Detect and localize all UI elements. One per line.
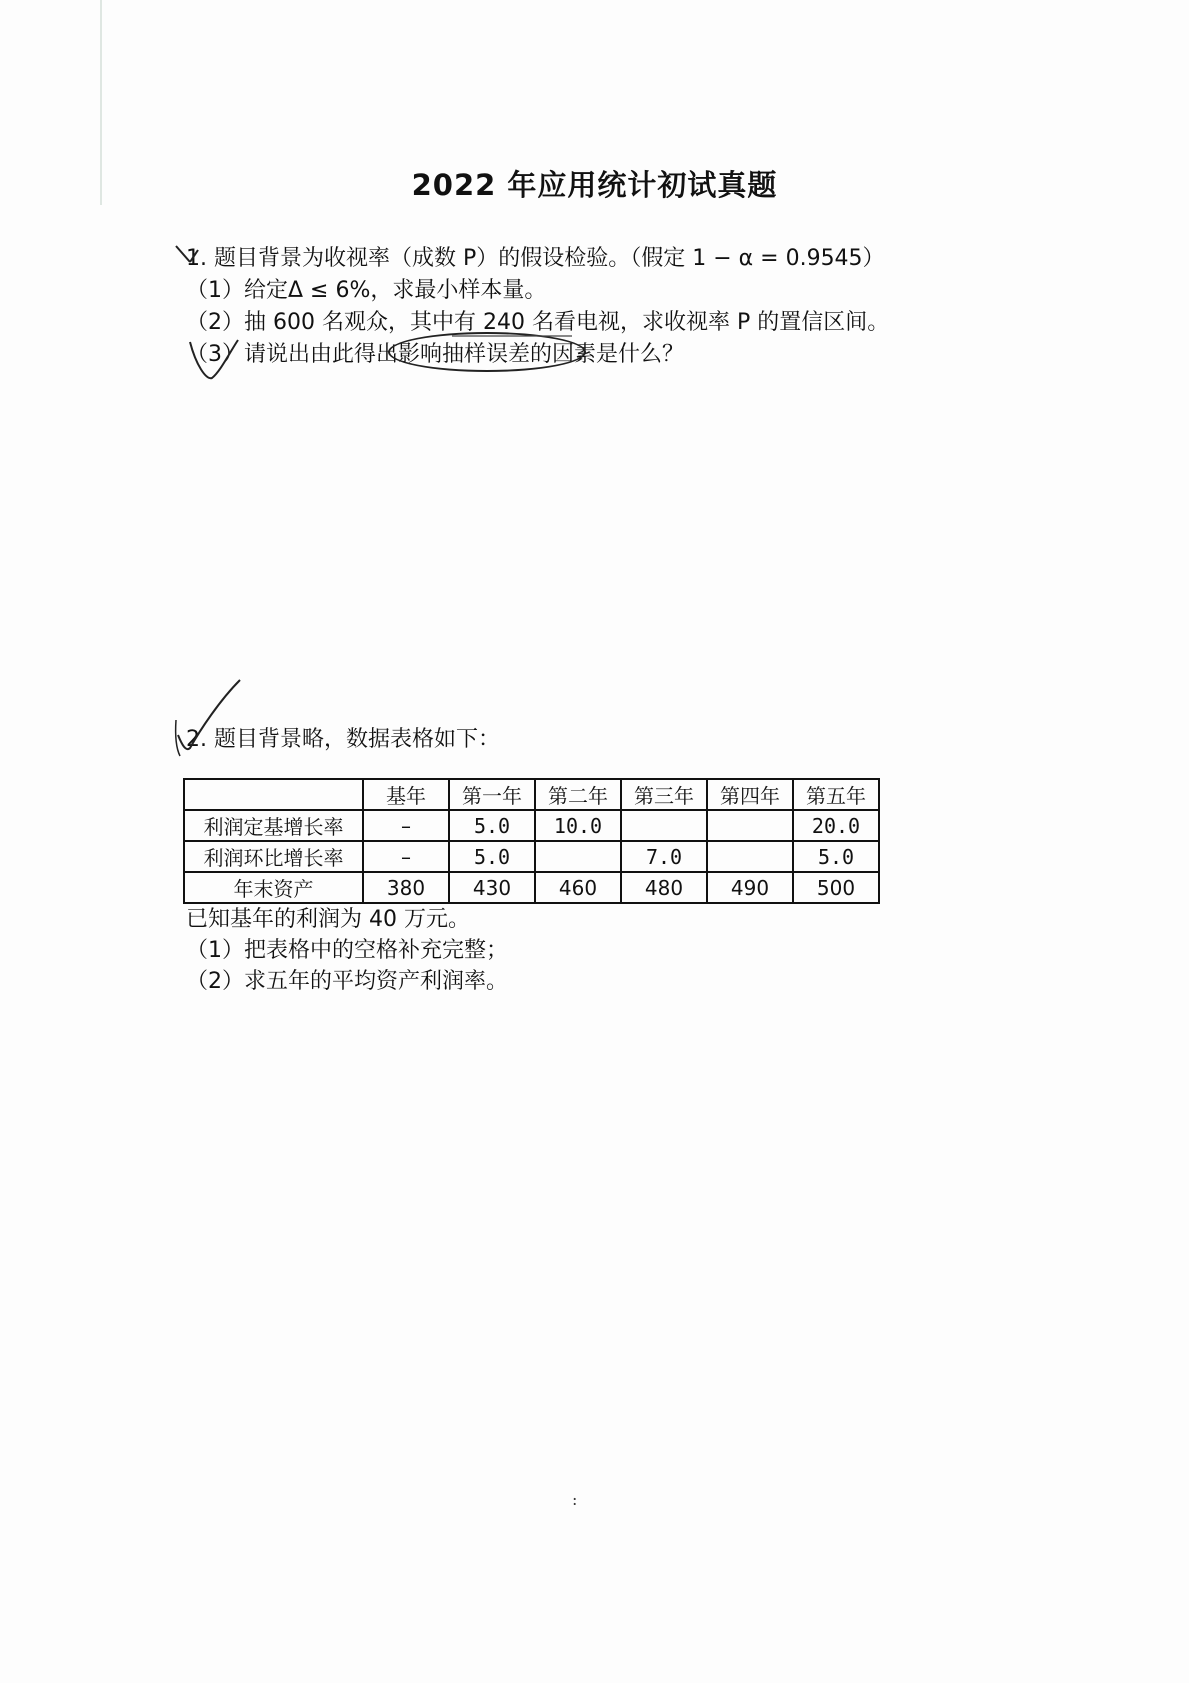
- q1-stem: 1. 题目背景为收视率（成数 P）的假设检验。（假定 1 − α = 0.9545）: [186, 246, 885, 271]
- table-cell: 10.0: [535, 810, 621, 841]
- table-cell: 380: [363, 872, 449, 903]
- q2-note: 已知基年的利润为 40 万元。: [186, 907, 470, 932]
- q2-part-2: （2）求五年的平均资产利润率。: [186, 969, 508, 994]
- table-cell: 500: [793, 872, 879, 903]
- table-row: [184, 810, 879, 841]
- table-cell: 480: [621, 872, 707, 903]
- table-row-label: 年末资产: [184, 872, 363, 903]
- table-cell: 490: [707, 872, 793, 903]
- table-header-cell: 基年: [363, 779, 449, 810]
- table-cell: –: [363, 841, 449, 872]
- table-row-label: 利润定基增长率: [184, 810, 363, 841]
- table-cell: 5.0: [449, 810, 535, 841]
- q1-part-2: （2）抽 600 名观众，其中有 240 名看电视，求收视率 P 的置信区间。: [186, 310, 890, 335]
- table-header-cell: 第五年: [793, 779, 879, 810]
- table-cell: 7.0: [621, 841, 707, 872]
- table-header-cell: 第三年: [621, 779, 707, 810]
- q2-margin-stroke: [176, 720, 180, 756]
- table-corner-cell: [184, 779, 363, 810]
- handwritten-circle: [388, 332, 586, 372]
- q1-part-1: （1）给定Δ ≤ 6%，求最小样本量。: [186, 278, 547, 303]
- q2-stem: 2. 题目背景略，数据表格如下：: [186, 727, 500, 752]
- table-row: [184, 872, 879, 903]
- q1-part-3: （3）请说出由此得出影响抽样误差的因素是什么？: [186, 342, 684, 367]
- table-cell: 430: [449, 872, 535, 903]
- table-cell: [707, 841, 793, 872]
- q2-part-1: （1）把表格中的空格补充完整；: [186, 938, 508, 963]
- table-cell: 5.0: [793, 841, 879, 872]
- table-header-cell: 第四年: [707, 779, 793, 810]
- table-cell: 20.0: [793, 810, 879, 841]
- table-header-row: [184, 779, 879, 810]
- table-row: [184, 841, 879, 872]
- table-cell: –: [363, 810, 449, 841]
- table-cell: [621, 810, 707, 841]
- table-cell: [535, 841, 621, 872]
- page-mark: :: [572, 1490, 578, 1509]
- data-table: [183, 778, 880, 904]
- table-header-cell: 第二年: [535, 779, 621, 810]
- table-header-cell: 第一年: [449, 779, 535, 810]
- page-title: 2022 年应用统计初试真题: [411, 168, 778, 202]
- table-cell: 460: [535, 872, 621, 903]
- table-row-label: 利润环比增长率: [184, 841, 363, 872]
- table-cell: 5.0: [449, 841, 535, 872]
- table-cell: [707, 810, 793, 841]
